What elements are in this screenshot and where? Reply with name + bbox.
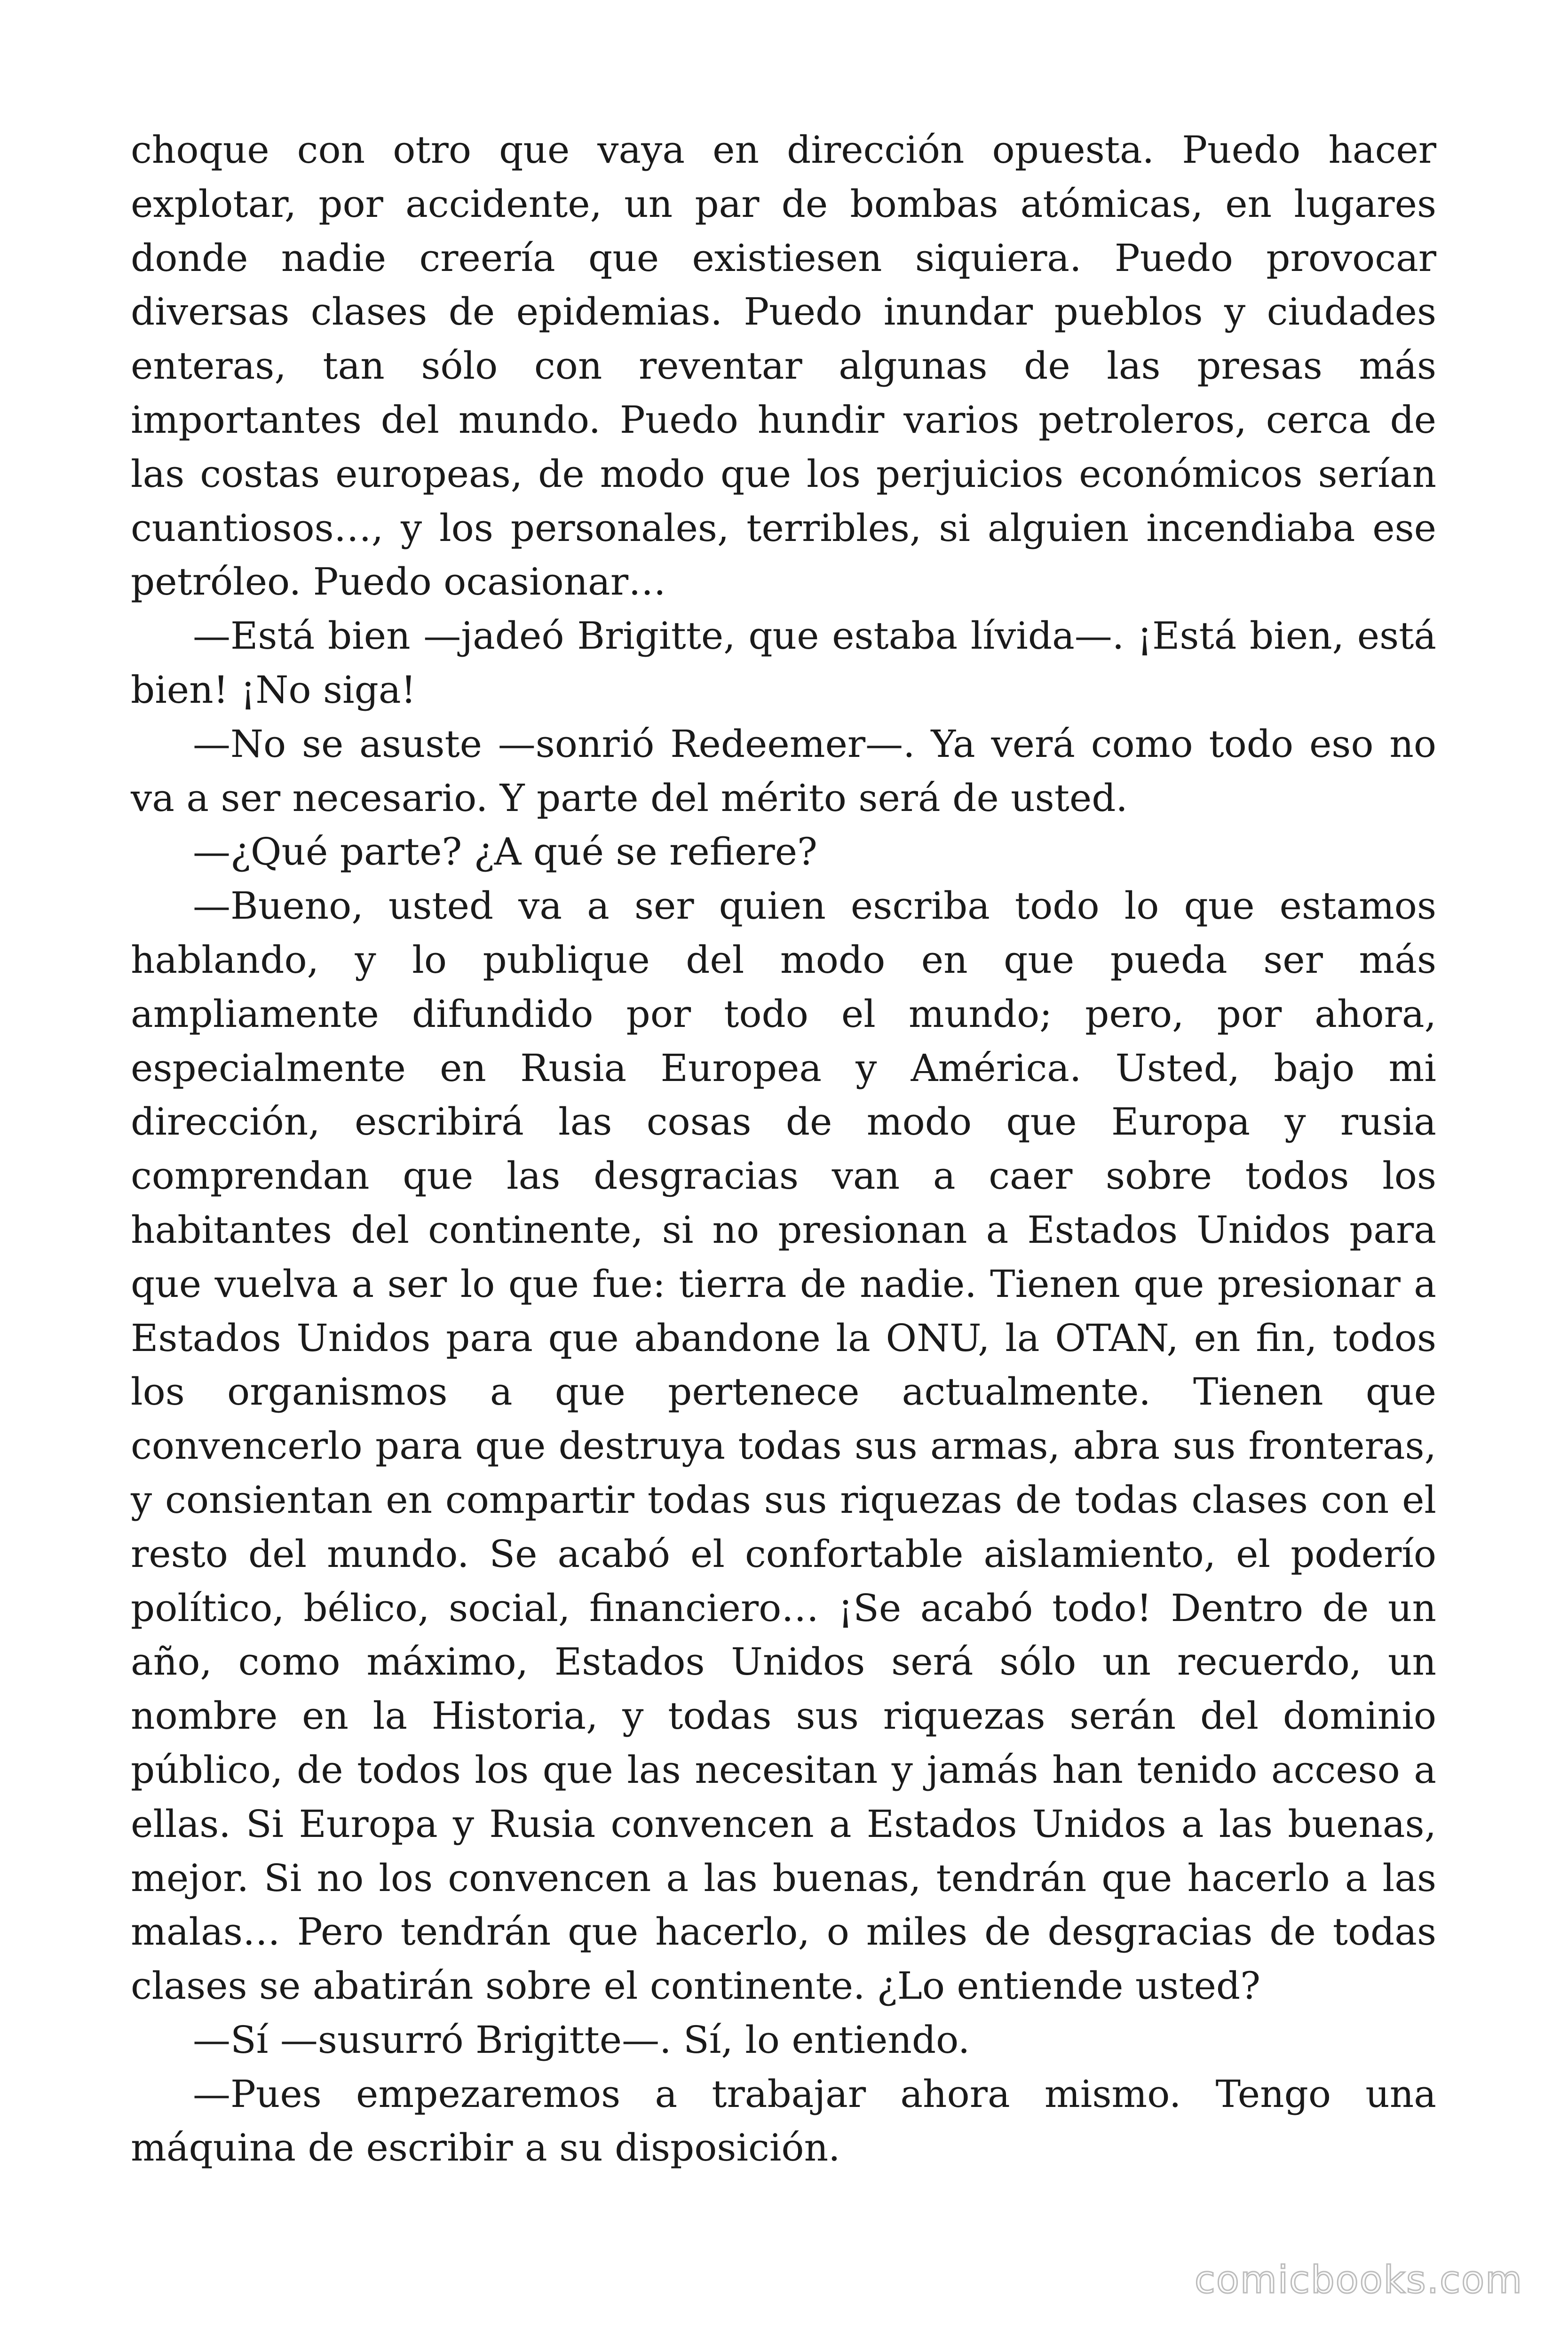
paragraph-continuation: choque con otro que vaya en dirección opuesta. Puedo hacer explotar, por accidente, un par de bombas atómicas, en lugares donde nadie creería que existiesen siquiera. Puedo provocar diversas clases de epidemias. Puedo inundar pueblos y ciudades enteras, tan sólo con reventar algunas de las presas más importantes del mundo. Puedo hundir varios petroleros, cerca de las costas europeas, de modo que los perjuicios económicos serían cuantiosos…, y los personales, terribles, si alguien incendiaba ese petróleo. Puedo ocasionar… [131,128,1436,604]
dialogue-paragraph: —Bueno, usted va a ser quien escriba todo lo que estamos hablando, y lo publique del modo en que pueda ser más ampliamente difundido por todo el mundo; pero, por ahora, especialmente en Rusia Europea y América. Usted, bajo mi dirección, escribirá las cosas de modo que Europa y rusia comprendan que las desgracias van a caer sobre todos los habitantes del continente, si no presionan a Estados Unidos para que vuelva a ser lo que fue: tierra de nadie. Tienen que presionar a Estados Unidos para que abandone la ONU, la OTAN, en fin, todos los organismos a que pertenece actualmente. Tienen que convencerlo para que destruya todas sus armas, abra sus fronteras, y consientan en compartir todas sus riquezas de todas clases con el resto del mundo. Se acabó el confortable aislamiento, el poderío político, bélico, social, financiero… ¡Se acabó todo! Dentro de un año, como máximo, Estados Unidos será sólo un recuerdo, un nombre en la Historia, y todas sus riquezas serán del dominio público, de todos los que las necesitan y jamás han tenido acceso a ellas. Si Europa y Rusia convencen a Estados Unidos a las buenas, mejor. Si no los convencen a las buenas, tendrán que hacerlo a las malas… Pero tendrán que hacerlo, o miles de desgracias de todas clases se abatirán sobre el continente. ¿Lo entiende usted? [131,884,1436,2008]
dialogue-paragraph: —¿Qué parte? ¿A qué se refiere? [193,830,817,874]
dialogue-paragraph: —Sí —susurró Brigitte—. Sí, lo entiendo. [193,2018,970,2062]
dialogue-paragraph: —No se asuste —sonrió Redeemer—. Ya verá como todo eso no va a ser necesario. Y parte del mérito será de usted. [131,722,1436,820]
dialogue-paragraph: —Está bien —jadeó Brigitte, que estaba lívida—. ¡Está bien, está bien! ¡No siga! [131,614,1436,712]
watermark-text: comicbooks.com [1194,2258,1523,2302]
page-text [131,123,1436,2175]
dialogue-paragraph: —Pues empezaremos a trabajar ahora mismo. Tengo una máquina de escribir a su disposición. [131,2072,1436,2170]
